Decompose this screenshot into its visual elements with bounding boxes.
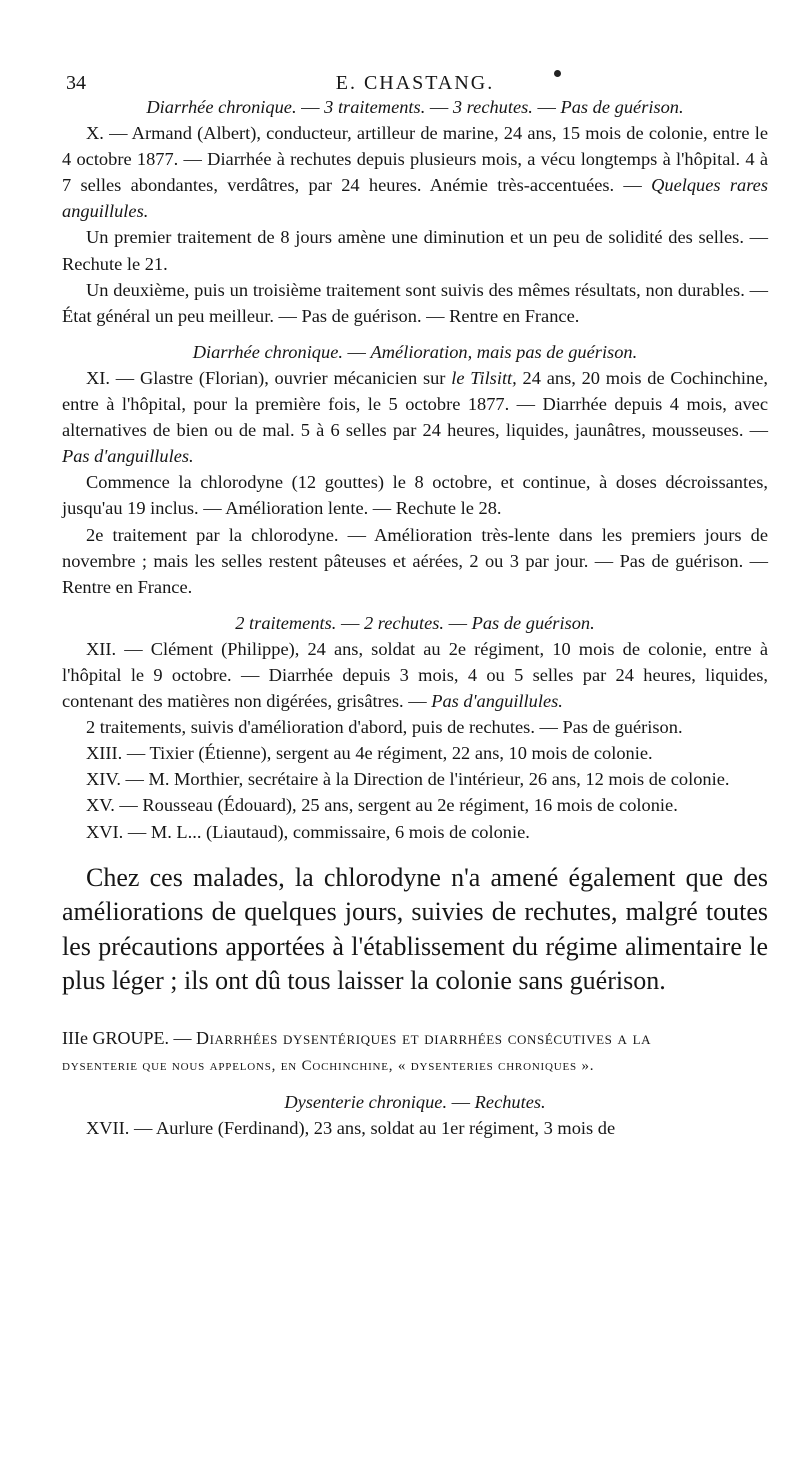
page-header — [62, 60, 768, 94]
case-report-continued — [62, 1089, 768, 1141]
page-number: 34 — [66, 72, 86, 94]
group-numeral: IIIe GROUPE. — — [62, 1028, 192, 1048]
case-xvi: XVI. — M. L... (Liautaud), commissaire, 6 mois de colonie. — [86, 821, 530, 842]
case-x-second-treatment: Un deuxième, puis un troisième traitement sont suivis des mêmes résultats, non durables. — État général un peu meilleur. — Pas de guérison. — Rentre en France. — [62, 279, 768, 326]
case-x: X. — Armand (Albert), conducteur, artilleur de marine, 24 ans, 15 mois de colonie, entre le 4 octobre 1877. — Diarrhée à rechutes depuis plusieurs mois, a vécu longtemps à l'hôpital. 4 à 7 selles abondantes, verdâtres, par 24 heures. Anémie très-accentuées. — Quelques rares anguillules. — [62, 123, 768, 222]
case-reports — [62, 94, 768, 845]
group-title-line-2: dysenterie que nous appelons, en Cochinchine, « dysenteries chroniques ». — [62, 1058, 595, 1074]
case-x-first-treatment: Un premier traitement de 8 jours amène une diminution et un peu de solidité des selles. — Rechute le 21. — [62, 227, 768, 274]
conclusion-paragraph: Chez ces malades, la chlorodyne n'a amené également que des améliorations de quelques jours, suivies de rechutes, malgré toutes les précautions apportées à l'établissement du régime alimentaire le plus léger ; ils ont dû tous laisser la colonie sans guérison. — [62, 862, 768, 996]
case-xiv: XIV. — M. Morthier, secrétaire à la Direction de l'intérieur, 26 ans, 12 mois de colonie. — [86, 769, 730, 790]
case-xi-treatment: Commence la chlorodyne (12 gouttes) le 8 octobre, et continue, à doses décroissantes, jusqu'au 19 inclus. — Amélioration lente. — Rechute le 28. — [62, 472, 768, 519]
case-xvii: XVII. — Aurlure (Ferdinand), 23 ans, soldat au 1er régiment, 3 mois de — [86, 1118, 616, 1139]
section-title-2: Diarrhée chronique. — Amélioration, mais pas de guérison. — [192, 341, 638, 362]
book-page — [62, 60, 768, 1141]
section-title-3: 2 traitements. — 2 rechutes. — Pas de guérison. — [235, 612, 595, 633]
running-head: E. CHASTANG. — [335, 72, 495, 94]
case-xv: XV. — Rousseau (Édouard), 25 ans, sergent au 2e régiment, 16 mois de colonie. — [86, 795, 678, 816]
case-xiii: XIII. — Tixier (Étienne), sergent au 4e régiment, 22 ans, 10 mois de colonie. — [86, 743, 653, 764]
section-title-4: Dysenterie chronique. — Rechutes. — [284, 1092, 546, 1112]
group-heading — [62, 1025, 768, 1079]
case-xi-second-treatment: 2e traitement par la chlorodyne. — Amélioration très-lente dans les premiers jours de novembre ; mais les selles restent pâteuses et aérées, 2 ou 3 par jour. — Pas de guérison. — Rentre en France. — [62, 524, 768, 597]
case-xii-treatments: 2 traitements, suivis d'amélioration d'abord, puis de rechutes. — Pas de guérison. — [86, 717, 683, 738]
case-xii: XII. — Clément (Philippe), 24 ans, soldat au 2e régiment, 10 mois de colonie, entre à l'hôpital le 9 octobre. — Diarrhée depuis 3 mois, 4 ou 5 selles par 24 heures, liquides, contenant des matières non digérées, grisâtres. — Pas d'anguillules. — [62, 638, 768, 712]
section-title-1: Diarrhée chronique. — 3 traitements. — 3 rechutes. — Pas de guérison. — [146, 97, 684, 117]
group-title-line-1: Diarrhées dysentériques et diarrhées consécutives a la — [195, 1028, 652, 1048]
case-xi: XI. — Glastre (Florian), ouvrier mécanicien sur le Tilsitt, 24 ans, 20 mois de Cochinchine, entre à l'hôpital, pour la première fois, le 5 octobre 1877. — Diarrhée depuis 4 mois, avec alternatives de bien ou de mal. 5 à 6 selles par 24 heures, liquides, jaunâtres, mousseuses. — Pas d'anguillules. — [62, 367, 768, 467]
